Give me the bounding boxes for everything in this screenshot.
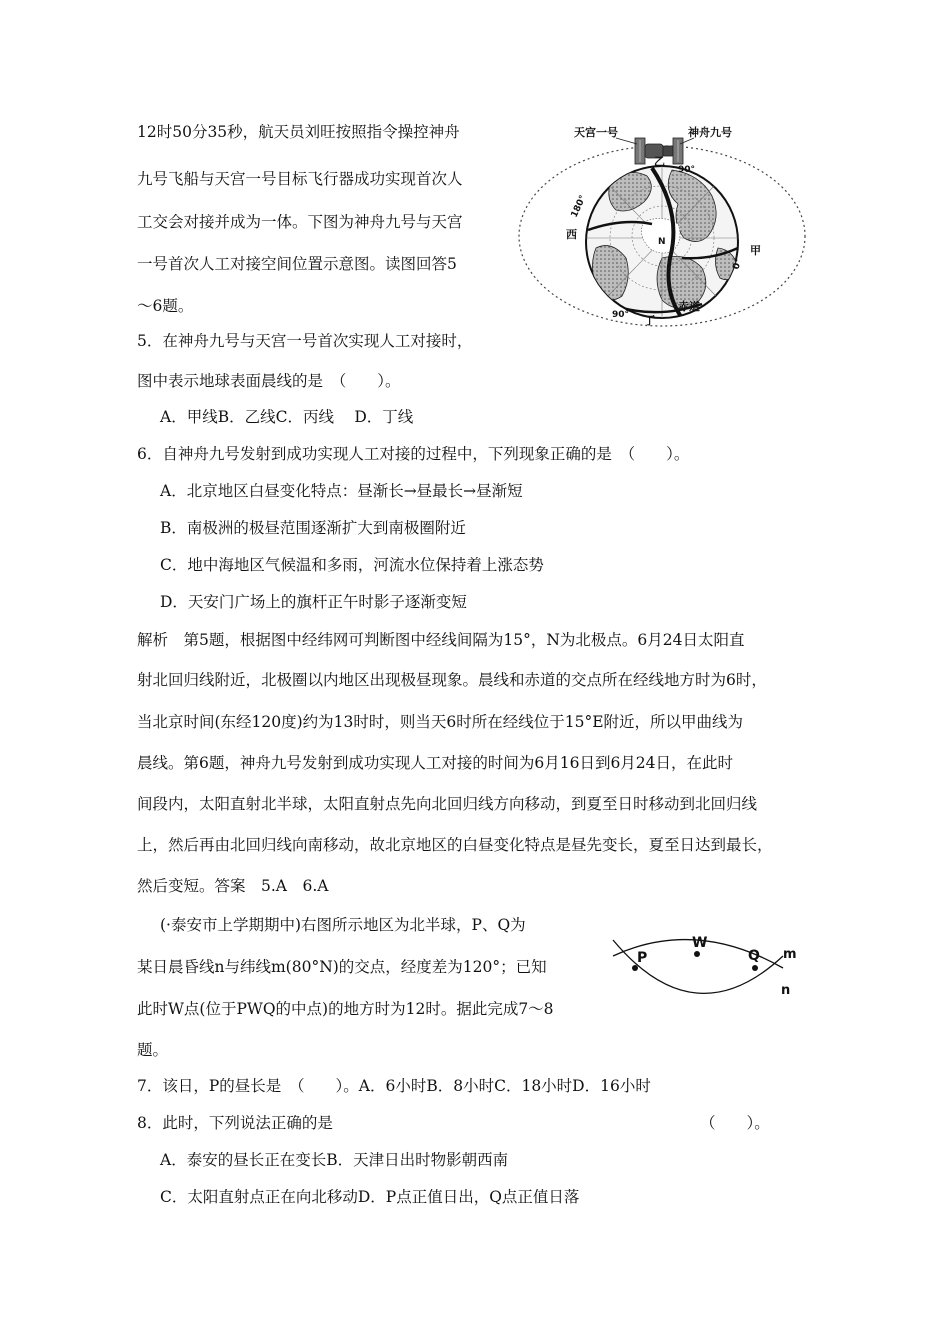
intro-line-3: 工交会对接并成为一体。下图为神舟九号与天宫	[137, 213, 463, 231]
analysis-line-3: 当北京时间(东经120度)约为13时时，则当天6时所在经线位于15°E附近，所以甲曲线为	[137, 713, 744, 731]
q8-answer-bracket: （ ）。	[700, 1114, 770, 1132]
label-m: m	[783, 947, 797, 962]
label-deg-90-bottom: 90°	[612, 310, 630, 320]
intro2-line-4: 题。	[137, 1041, 169, 1059]
q8-stem: 8．此时，下列说法正确的是	[137, 1114, 333, 1132]
q6-option-b: B．南极洲的极昼范围逐渐扩大到南极圈附近	[160, 519, 466, 537]
analysis-line-5: 间段内，太阳直射北半球，太阳直射点先向北回归线方向移动，到夏至日时移动到北回归线	[137, 795, 758, 813]
q6-option-a: A．北京地区白昼变化特点：昼渐长→昼最长→昼渐短	[160, 482, 523, 500]
docking-orbit-diagram	[512, 118, 810, 328]
label-deg-90-top: 90°	[678, 165, 696, 175]
intro-line-2: 九号飞船与天宫一号目标飞行器成功实现首次人	[137, 170, 463, 188]
point-q	[752, 965, 758, 971]
label-p: P	[637, 950, 648, 966]
intro-line-1: 12时50分35秒，航天员刘旺按照指令操控神舟	[137, 123, 460, 141]
label-w: W	[692, 935, 708, 951]
analysis-line-7: 然后变短。答案 5.A 6.A	[137, 877, 329, 895]
q7-stem: 7．该日，P的昼长是 （ ）。A．6小时B．8小时C．18小时D．16小时	[137, 1077, 651, 1095]
q6-stem: 6．自神舟九号发射到成功实现人工对接的过程中，下列现象正确的是 （ ）。	[137, 445, 690, 463]
label-yi: 乙	[654, 155, 665, 168]
label-xi: 西	[566, 228, 577, 241]
label-ding: 丁	[644, 314, 655, 327]
intro2-line-2: 某日晨昏线n与纬线m(80°N)的交点，经度差为120°；已知	[137, 958, 547, 976]
label-pole: N	[658, 237, 666, 247]
point-w	[694, 951, 700, 957]
label-jia: 甲	[750, 244, 761, 257]
label-q: Q	[748, 948, 760, 964]
intro-line-4: 一号首次人工对接空间位置示意图。读图回答5	[137, 255, 457, 273]
analysis-line-1: 解析 第5题，根据图中经纬网可判断图中经线间隔为15°，N为北极点。6月24日太阳直	[137, 631, 745, 649]
label-equator: 赤道	[678, 300, 700, 313]
q8-options-cd: C．太阳直射点正在向北移动D．P点正值日出，Q点正值日落	[160, 1188, 580, 1206]
analysis-line-4: 晨线。第6题，神舟九号发射到成功实现人工对接的时间为6月16日到6月24日，在此时	[137, 754, 734, 772]
analysis-line-2: 射北回归线附近，北极圈以内地区出现极昼现象。晨线和赤道的交点所在经线地方时为6时，	[137, 671, 767, 689]
intro2-line-3: 此时W点(位于PWQ的中点)的地方时为12时。据此完成7～8	[137, 1000, 554, 1018]
q6-option-c: C．地中海地区气候温和多雨，河流水位保持着上涨态势	[160, 556, 544, 574]
label-tiangong: 天宫一号	[574, 126, 618, 139]
label-n: n	[781, 983, 791, 998]
label-shenzhou: 神舟九号	[688, 126, 732, 139]
intro-line-5: ～6题。	[137, 297, 194, 315]
q5-stem-line-1: 5．在神舟九号与天宫一号首次实现人工对接时，	[137, 332, 473, 350]
q5-stem-line-2: 图中表示地球表面晨线的是 （ ）。	[137, 372, 401, 390]
q8-options-ab: A．泰安的昼长正在变长B．天津日出时物影朝西南	[160, 1151, 509, 1169]
label-deg-180: 180°	[569, 193, 589, 220]
analysis-line-6: 上，然后再由北回归线向南移动，故北京地区的白昼变化特点是昼先变长，夏至日达到最长，	[137, 836, 773, 854]
q6-option-d: D．天安门广场上的旗杆正午时影子逐渐变短	[160, 593, 467, 611]
intro2-line-1: (·泰安市上学期期中)右图所示地区为北半球，P、Q为	[160, 916, 526, 934]
label-deg-0: 0°	[731, 257, 745, 272]
q5-options: A．甲线B．乙线C．丙线 D．丁线	[160, 408, 414, 426]
terminator-latitude-diagram	[605, 928, 810, 1006]
